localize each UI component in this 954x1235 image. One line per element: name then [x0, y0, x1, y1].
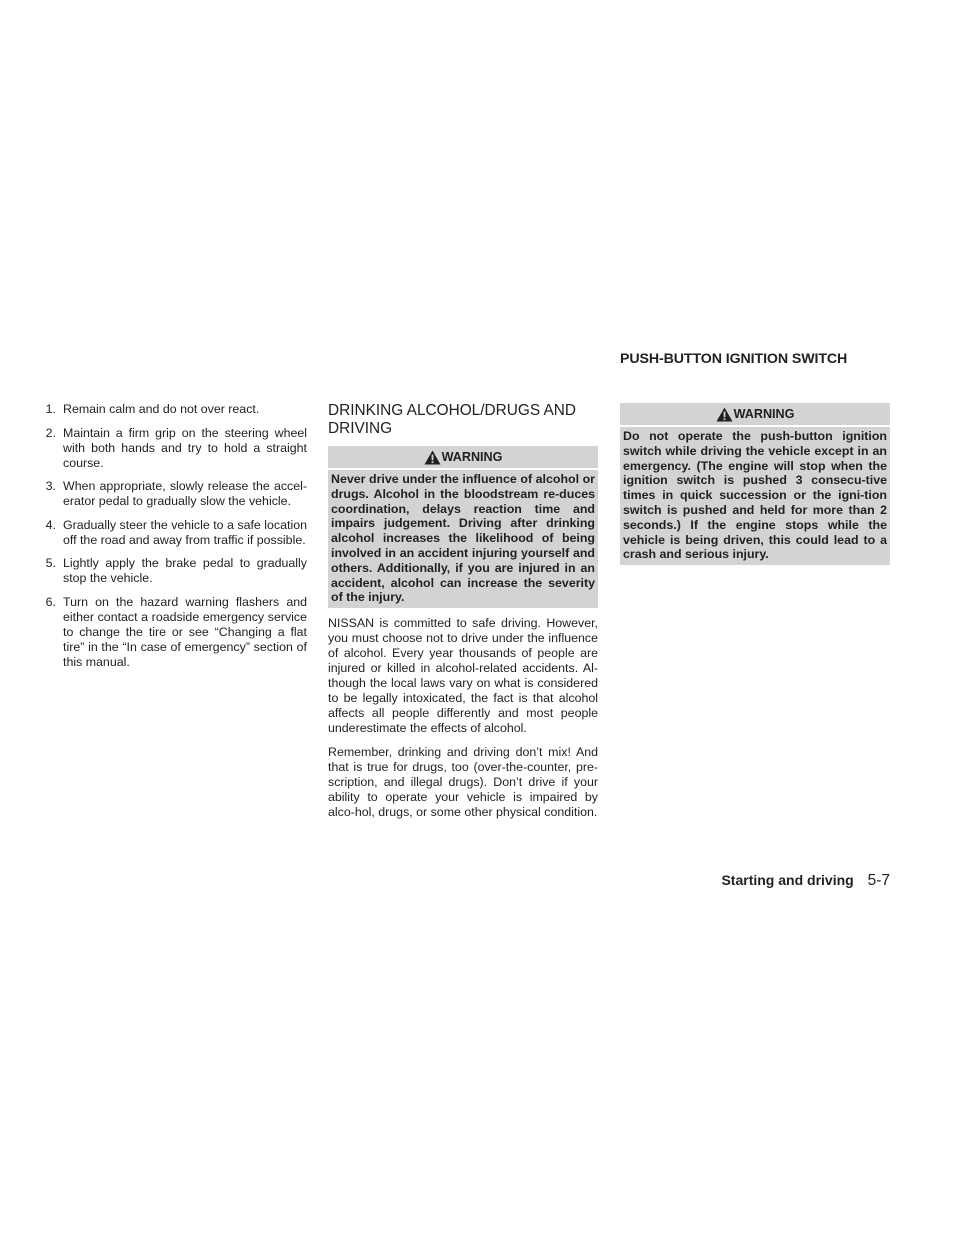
list-item-text: Remain calm and do not over react. [63, 402, 260, 416]
warning-text: Never drive under the influence of alcohol or drugs. Alcohol in the bloodstream re-duces coordination, delays reaction time and impairs judgement. Driving after drinking alcohol increases the likelihood of being involved in an accident injuring yourself and others. Additionally, if you are injured in an accident, alcohol can increase the severity of the injury. [331, 472, 595, 605]
list-item [40, 479, 307, 509]
paragraph: NISSAN is committed to safe driving. However, you must choose not to drive under the influence of alcohol. Every year thousands of people are injured or killed in alcohol-related accidents. Al-though the local laws vary on what is considered to be legally intoxicated, the fact is that alcohol affects all people differently and most people underestimate the effects of alcohol. [328, 616, 598, 736]
list-item [40, 595, 307, 670]
list-item-number: 5. [45, 556, 56, 571]
warning-header [328, 446, 598, 470]
list-item-number: 6. [45, 594, 56, 609]
list-item-text: Gradually steer the vehicle to a safe location off the road and away from traffic if possible. [63, 517, 307, 547]
warning-header [620, 403, 890, 427]
list-item [40, 556, 307, 586]
section-title-drinking: DRINKING ALCOHOL/DRUGS AND DRIVING [328, 402, 577, 437]
list-item-text: Lightly apply the brake pedal to gradually stop the vehicle. [63, 556, 307, 586]
warning-label: WARNING [441, 449, 503, 464]
paragraph: Remember, drinking and driving don’t mix! And that is true for drugs, too (over-the-counter, pre-scription, and illegal drugs). Don’t drive if your ability to operate your vehicle is impaired by alco-hol, drugs, or some other physical condition. [328, 744, 598, 819]
list-item-number: 2. [45, 425, 56, 440]
footer-section-name: Starting and driving [721, 872, 854, 888]
list-item-text: Maintain a firm grip on the steering wheel with both hands and try to hold a straight course. [63, 425, 307, 470]
steps-list [40, 402, 307, 670]
page-footer [721, 871, 890, 890]
warning-triangle-icon [424, 450, 441, 465]
list-item [40, 426, 307, 471]
list-item-number: 3. [45, 479, 56, 494]
list-item [40, 518, 307, 548]
warning-text: Do not operate the push-button ignition switch while driving the vehicle except in an emergency. (The engine will stop when the ignition switch is pushed 3 consecu-tive times in quick succession or the igni-tion switch is pushed and held for more than 2 seconds.) If the engine stops while the vehicle is being driven, this could lead to a crash and serious injury. [623, 429, 887, 562]
warning-triangle-icon [716, 407, 733, 422]
right-column [620, 351, 890, 573]
list-item-text: Turn on the hazard warning flashers and either contact a roadside emergency service to change the tire or see “Changing a flat tire” in the “In case of emergency” section of this manual. [63, 594, 307, 669]
section-title-ignition: PUSH-BUTTON IGNITION SWITCH [620, 351, 848, 367]
middle-column [328, 402, 598, 828]
list-item-text: When appropriate, slowly release the accel-erator pedal to gradually slow the vehicle. [63, 479, 307, 509]
page-number: 5-7 [867, 872, 890, 889]
list-item-number: 4. [45, 517, 56, 532]
left-column [40, 402, 307, 679]
list-item [40, 402, 307, 417]
warning-label: WARNING [733, 406, 795, 421]
warning-box-alcohol [328, 446, 598, 608]
list-item-number: 1. [45, 402, 56, 416]
warning-box-ignition [620, 403, 890, 565]
